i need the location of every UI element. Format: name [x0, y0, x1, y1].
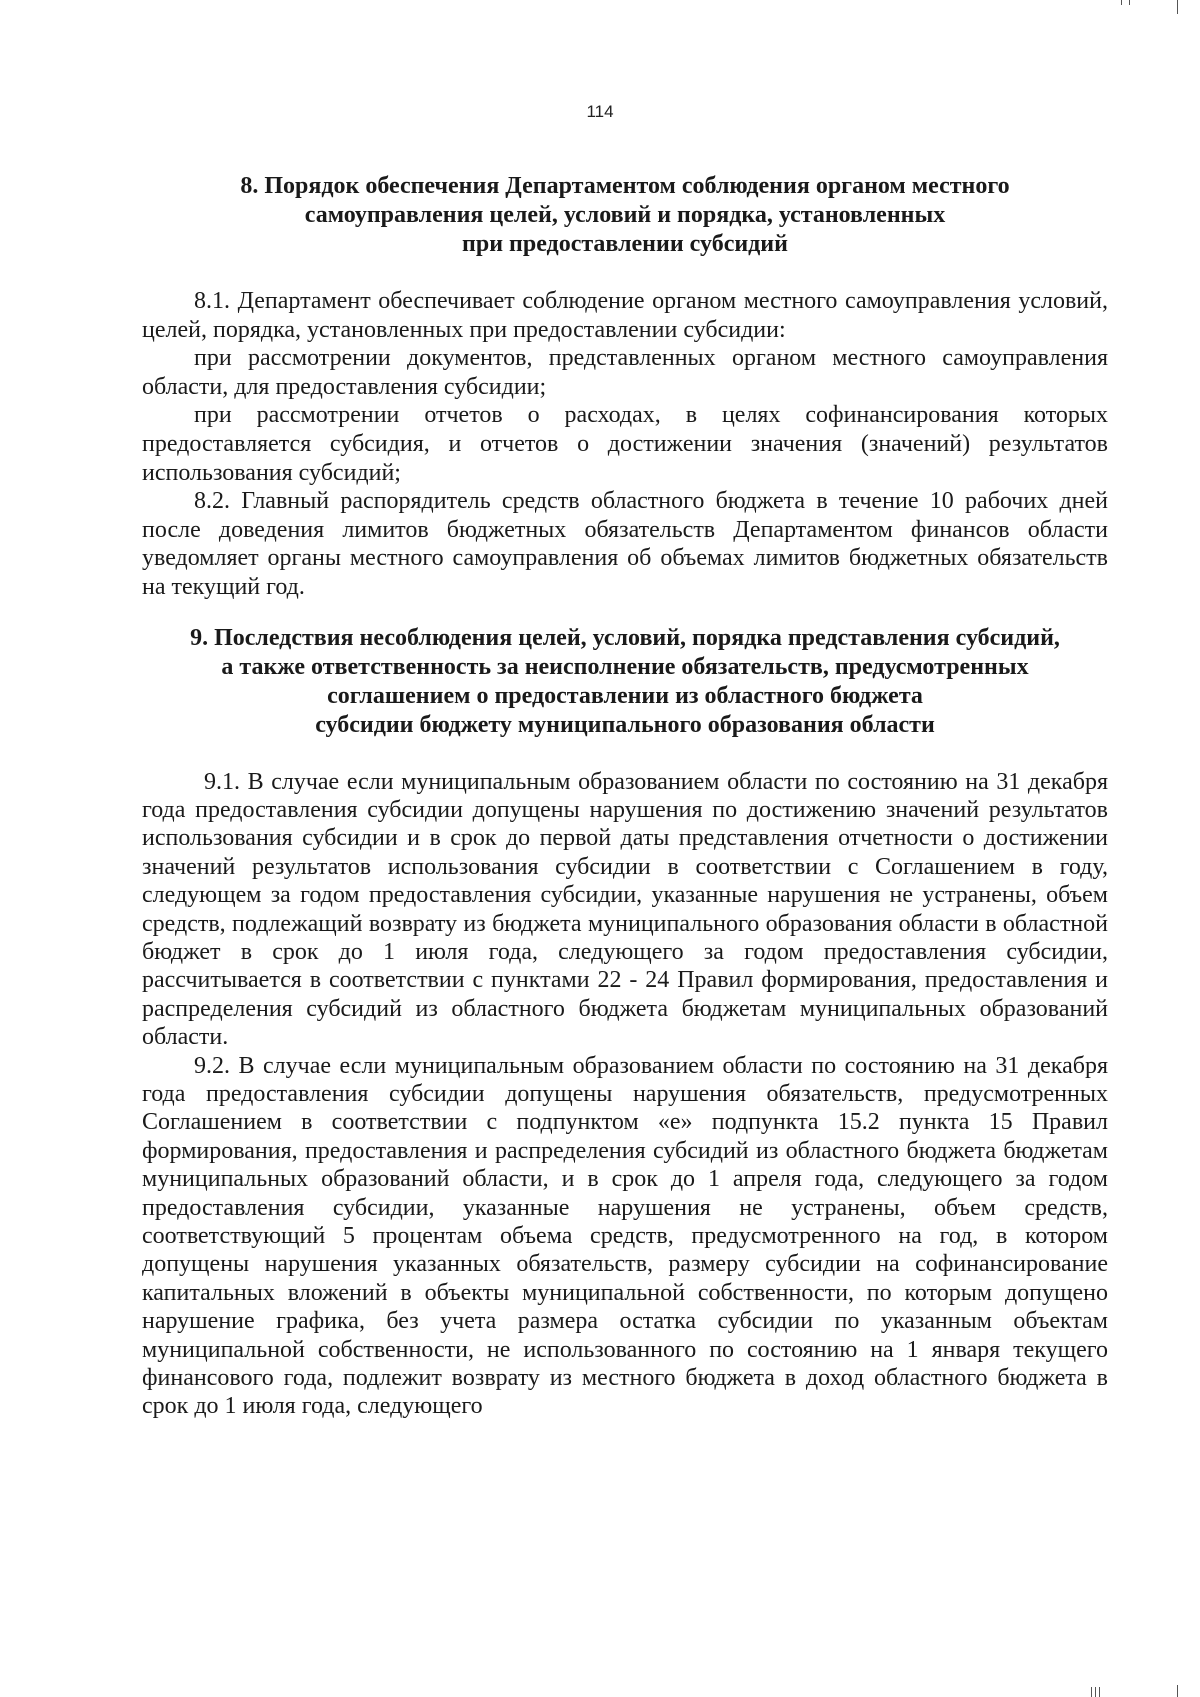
- paragraph-8-1-item-documents: при рассмотрении документов, представленных органом местного самоуправления области, для предоставления субсидии;: [142, 345, 1108, 400]
- section-9-heading: [142, 624, 1108, 740]
- heading-line: при предоставлении субсидий: [462, 231, 788, 257]
- section-8: [142, 172, 1108, 602]
- scan-edge-mark: [1099, 1687, 1100, 1697]
- heading-line: 9. Последствия несоблюдения целей, условий, порядка представления субсидий,: [190, 624, 1060, 651]
- paragraph-8-1-item-reports: при рассмотрении отчетов о расходах, в целях софинансирования которых предоставляется субсидия, и отчетов о достижении значения (значений) результатов использования субсидий;: [142, 402, 1108, 486]
- section-8-heading: [142, 172, 1108, 259]
- scan-edge-mark: [1177, 1685, 1178, 1697]
- scan-edge-mark: [1091, 1687, 1092, 1697]
- section-9: [142, 624, 1108, 1421]
- scan-edge-mark: [1121, 0, 1122, 5]
- scan-edge-mark: [1129, 0, 1130, 5]
- heading-line: а также ответственность за неисполнение обязательств, предусмотренных: [221, 653, 1029, 680]
- scan-edge-mark: [1177, 0, 1178, 14]
- heading-line: 8. Порядок обеспечения Департаментом соблюдения органом местного: [240, 173, 1010, 199]
- paragraph-9-1: 9.1. В случае если муниципальным образованием области по состоянию на 31 декабря года предоставления субсидии допущены нарушения по достижению значений результатов использования субсидии и в срок до первой даты представления отчетности о достижении значений результатов использования субсидии в соответствии с Соглашением в году, следующем за годом предоставления субсидии, указанные нарушения не устранены, объем средств, подлежащий возврату из бюджета муниципального образования области в областной бюджет в срок до 1 июля года, следующего за годом предоставления субсидии, рассчитывается в соответствии с пунктами 22 - 24 Правил формирования, предоставления и распределения субсидий из областного бюджета бюджетам муниципальных образований области.: [142, 768, 1108, 1051]
- heading-line: субсидии бюджету муниципального образования области: [315, 711, 935, 738]
- page-number: 114: [586, 102, 614, 121]
- scan-edge-mark: [1095, 1687, 1096, 1697]
- heading-line: соглашением о предоставлении из областного бюджета: [327, 682, 923, 709]
- paragraph-9-2: 9.2. В случае если муниципальным образованием области по состоянию на 31 декабря года предоставления субсидии допущены нарушения обязательств, предусмотренных Соглашением в соответствии с подпунктом «е» подпункта 15.2 пункта 15 Правил формирования, предоставления и распределения субсидий из областного бюджета бюджетам муниципальных образований области, и в срок до 1 апреля года, следующего за годом предоставления субсидии, указанные нарушения не устранены, объем средств, соответствующий 5 процентам объема средств, предусмотренного на год, в котором допущены нарушения указанных обязательств, размеру субсидии на софинансирование капитальных вложений в объекты муниципальной собственности, по которым допущено нарушение графика, без учета размера остатка субсидии по указанным объектам муниципальной собственности, не использованного по состоянию на 1 января текущего финансового года, подлежит возврату из местного бюджета в доход областного бюджета в срок до 1 июля года, следующего: [142, 1052, 1108, 1420]
- heading-line: самоуправления целей, условий и порядка, установленных: [304, 202, 946, 228]
- paragraph-8-1: 8.1. Департамент обеспечивает соблюдение органом местного самоуправления условий, целей, порядка, установленных при предоставлении субсидии:: [142, 288, 1108, 343]
- paragraph-8-2: 8.2. Главный распорядитель средств областного бюджета в течение 10 рабочих дней после доведения лимитов бюджетных обязательств Департаментом финансов области уведомляет органы местного самоуправления об объемах лимитов бюджетных обязательств на текущий год.: [142, 488, 1108, 600]
- document-body: [142, 172, 1108, 1421]
